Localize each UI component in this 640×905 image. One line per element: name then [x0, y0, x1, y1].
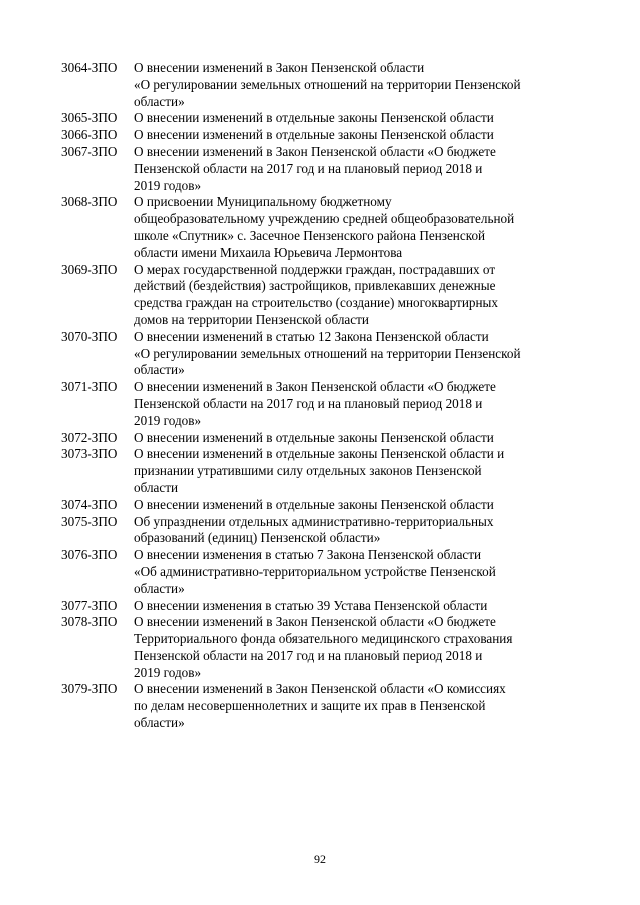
law-title-line: О внесении изменений в отдельные законы Пензенской области: [134, 496, 494, 512]
law-title-line: О внесении изменений в отдельные законы Пензенской области: [134, 127, 494, 143]
law-title: [134, 127, 591, 144]
law-title-line: О внесении изменений в отдельные законы Пензенской области: [134, 110, 494, 126]
law-title-line: Пензенской области на 2017 год и на плановый период 2018 и: [134, 647, 483, 663]
law-title-line: «О регулировании земельных отношений на территории Пензенской: [134, 345, 521, 361]
law-title: [134, 598, 591, 615]
law-number: 3075-ЗПО: [61, 513, 118, 529]
law-title-line: О внесении изменения в статью 7 Закона Пензенской области: [134, 547, 482, 563]
law-title: [134, 379, 591, 429]
law-title: [134, 329, 591, 379]
law-title-line: 2019 годов»: [134, 664, 202, 680]
law-title-line: О внесении изменений в статью 12 Закона Пензенской области: [134, 328, 489, 344]
law-entry: [61, 547, 591, 597]
law-entry: [61, 144, 591, 194]
law-title: [134, 497, 591, 514]
law-number: 3072-ЗПО: [61, 429, 118, 445]
law-title-line: действий (бездействия) застройщиков, привлекавших денежные: [134, 278, 496, 294]
law-title-line: «Об административно-территориальном устройстве Пензенской: [134, 563, 496, 579]
law-entry: [61, 110, 591, 127]
law-title-line: Пензенской области на 2017 год и на плановый период 2018 и: [134, 160, 483, 176]
law-title: [134, 110, 591, 127]
law-title-line: общеобразовательному учреждению средней общеобразовательной: [134, 211, 515, 227]
law-title-line: области имени Михаила Юрьевича Лермонтова: [134, 244, 403, 260]
law-title-line: Территориального фонда обязательного медицинского страхования: [134, 631, 513, 647]
law-title-line: школе «Спутник» с. Засечное Пензенского района Пензенской: [134, 227, 486, 243]
law-entry: [61, 446, 591, 496]
law-title: [134, 430, 591, 447]
law-number: 3078-ЗПО: [61, 614, 118, 630]
law-title-line: по делам несовершеннолетних и защите их прав в Пензенской: [134, 698, 486, 714]
law-title-line: О внесении изменений в Закон Пензенской области: [134, 60, 425, 75]
law-title-line: 2019 годов»: [134, 177, 202, 193]
law-entry: [61, 262, 591, 329]
law-title-line: области»: [134, 715, 185, 731]
law-title-line: образований (единиц) Пензенской области»: [134, 530, 381, 546]
law-title: [134, 446, 591, 496]
law-title-line: О внесении изменений в отдельные законы Пензенской области: [134, 429, 494, 445]
law-title-line: области: [134, 479, 179, 495]
law-number: 3074-ЗПО: [61, 496, 118, 512]
law-number: 3076-ЗПО: [61, 547, 118, 563]
law-title: [134, 514, 591, 548]
law-number: 3073-ЗПО: [61, 446, 118, 462]
law-title-line: «О регулировании земельных отношений на территории Пензенской: [134, 76, 521, 92]
law-title-line: признании утратившими силу отдельных законов Пензенской: [134, 463, 482, 479]
law-entry: [61, 60, 591, 110]
law-title-line: Пензенской области на 2017 год и на плановый период 2018 и: [134, 395, 483, 411]
law-title-line: области»: [134, 362, 185, 378]
law-entry: [61, 329, 591, 379]
law-title-line: домов на территории Пензенской области: [134, 311, 369, 327]
law-number: 3068-ЗПО: [61, 194, 118, 210]
law-number: 3066-ЗПО: [61, 127, 118, 143]
law-list: [61, 60, 591, 732]
law-title-line: О внесении изменений в Закон Пензенской области «О бюджете: [134, 143, 496, 159]
law-title-line: 2019 годов»: [134, 412, 202, 428]
law-title: [134, 262, 591, 329]
law-title: [134, 614, 591, 681]
law-entry: [61, 127, 591, 144]
law-title-line: Об упразднении отдельных административно-территориальных: [134, 513, 494, 529]
law-entry: [61, 598, 591, 615]
law-title-line: О внесении изменений в отдельные законы Пензенской области и: [134, 446, 505, 462]
law-entry: [61, 497, 591, 514]
law-title-line: О внесении изменений в Закон Пензенской области «О бюджете: [134, 614, 496, 630]
law-title: [134, 60, 591, 110]
law-number: 3070-ЗПО: [61, 328, 118, 344]
law-entry: [61, 614, 591, 681]
law-title: [134, 144, 591, 194]
law-number: 3067-ЗПО: [61, 143, 118, 159]
law-title-line: О внесении изменений в Закон Пензенской области «О бюджете: [134, 379, 496, 395]
law-number: 3079-ЗПО: [61, 681, 118, 697]
law-entry: [61, 681, 591, 731]
law-number: 3077-ЗПО: [61, 597, 118, 613]
law-title-line: области»: [134, 580, 185, 596]
law-entry: [61, 514, 591, 548]
law-number: 3069-ЗПО: [61, 261, 118, 277]
law-number: 3065-ЗПО: [61, 110, 118, 126]
law-title-line: О внесении изменения в статью 39 Устава Пензенской области: [134, 597, 488, 613]
law-entry: [61, 379, 591, 429]
law-title-line: О присвоении Муниципальному бюджетному: [134, 194, 392, 210]
law-number: 3064-ЗПО: [61, 60, 118, 75]
law-title-line: О мерах государственной поддержки граждан, пострадавших от: [134, 261, 496, 277]
law-entry: [61, 430, 591, 447]
law-title-line: области»: [134, 93, 185, 109]
law-title: [134, 194, 591, 261]
law-entry: [61, 194, 591, 261]
law-number: 3071-ЗПО: [61, 379, 118, 395]
law-title-line: средства граждан на строительство (создание) многоквартирных: [134, 295, 498, 311]
law-title: [134, 681, 591, 731]
law-title: [134, 547, 591, 597]
law-title-line: О внесении изменений в Закон Пензенской области «О комиссиях: [134, 681, 506, 697]
page-number: 92: [314, 852, 326, 866]
